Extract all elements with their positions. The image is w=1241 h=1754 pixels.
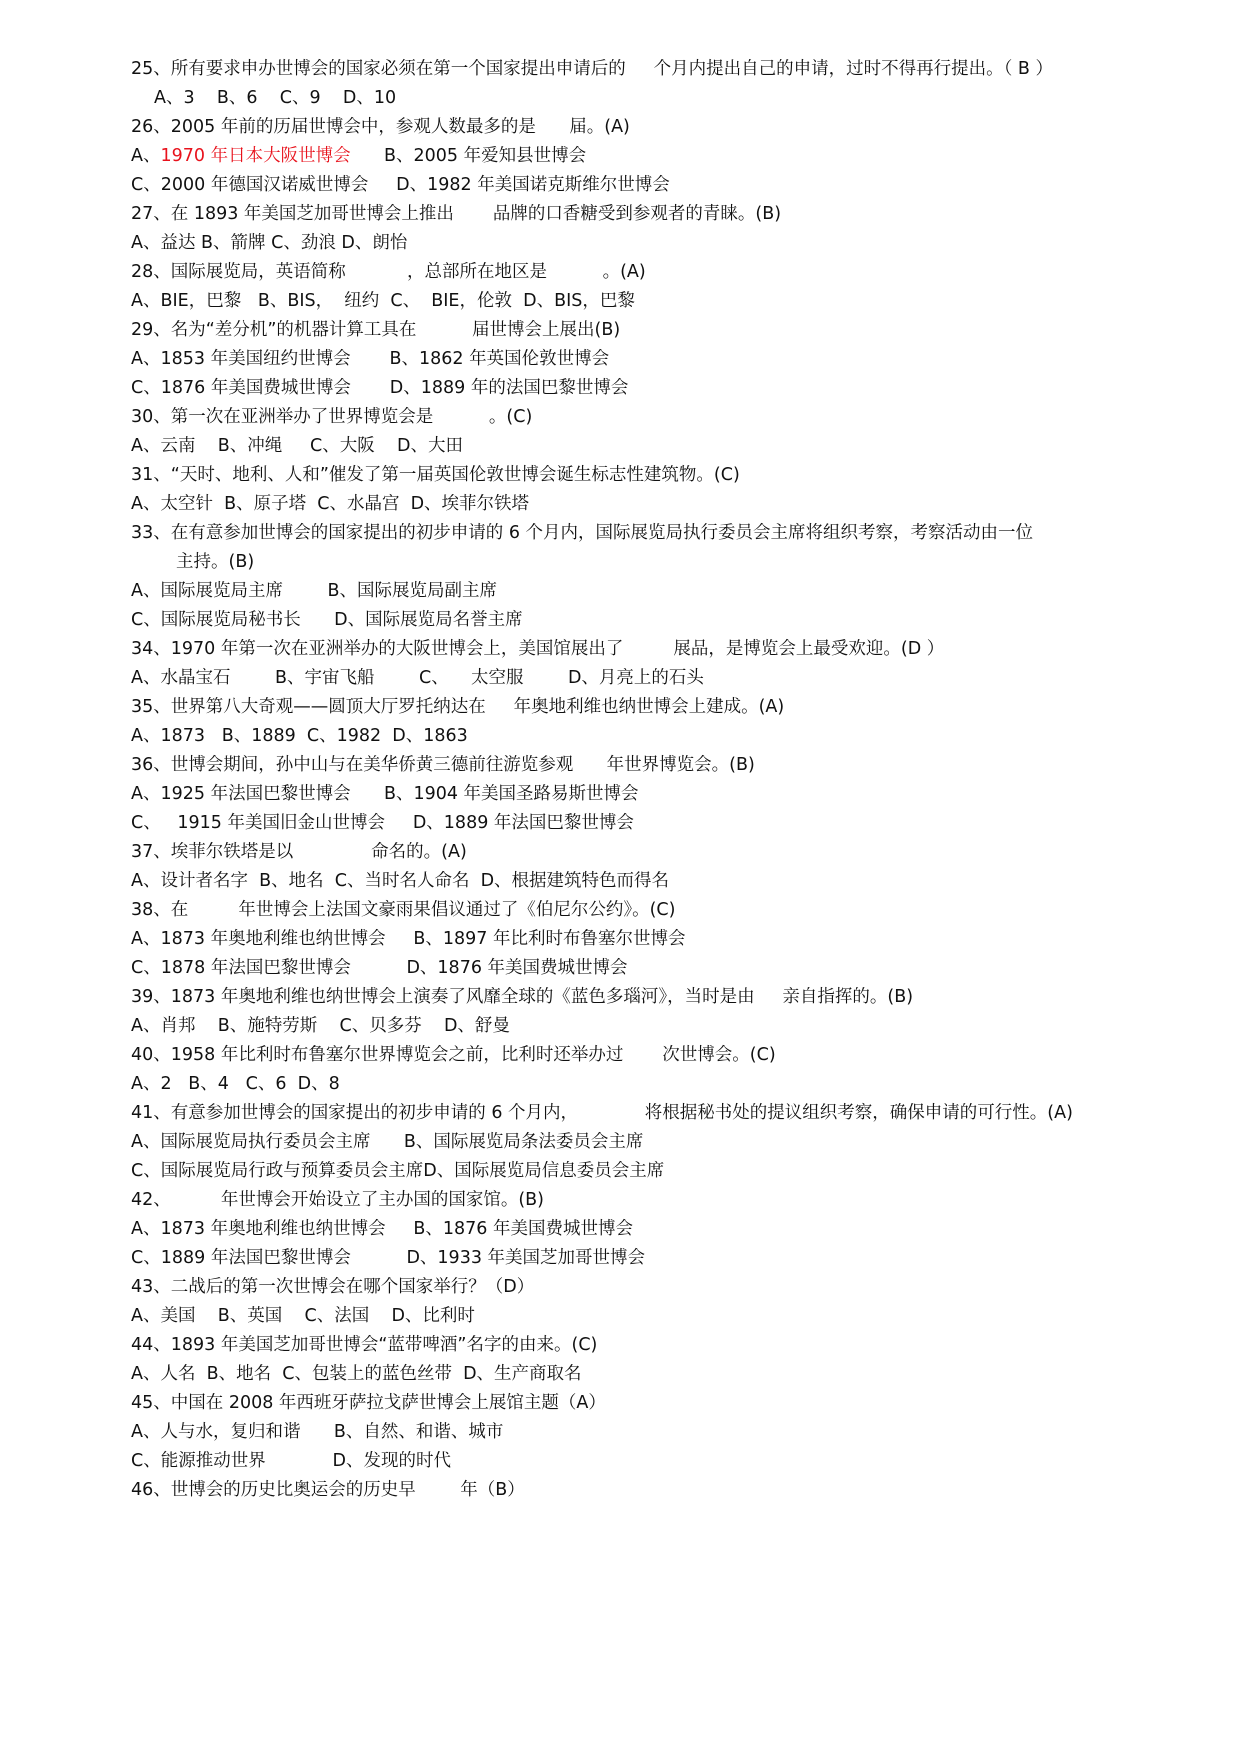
options-36-line-2: C、 1915 年美国旧金山世博会 D、1889 年法国巴黎世博会 (131, 813, 634, 833)
options-26-line-1 (131, 144, 586, 168)
options-27: A、益达 B、箭牌 C、劲浪 D、朗怡 (131, 233, 408, 253)
question-33: 33、在有意参加世博会的国家提出的初步申请的 6 个月内，国际展览局执行委员会主席将组织考察，考察活动由一位 (131, 523, 1034, 543)
options-35: A、1873 B、1889 C、1982 D、1863 (131, 726, 468, 746)
question-38: 38、在 年世博会上法国文豪雨果倡议通过了《伯尼尔公约》。(C) (131, 900, 676, 920)
options-41-line-2: C、国际展览局行政与预算委员会主席D、国际展览局信息委员会主席 (131, 1161, 665, 1181)
question-35: 35、世界第八大奇观——圆顶大厅罗托纳达在 年奥地利维也纳世博会上建成。(A) (131, 697, 785, 717)
options-37: A、设计者名字 B、地名 C、当时名人命名 D、根据建筑特色而得名 (131, 871, 670, 891)
question-30: 30、第一次在亚洲举办了世界博览会是 。(C) (131, 407, 533, 427)
question-43: 43、二战后的第一次世博会在哪个国家举行？（D） (131, 1277, 535, 1297)
options-26-line-2: C、2000 年德国汉诺威世博会 D、1982 年美国诺克斯维尔世博会 (131, 175, 670, 195)
question-39: 39、1873 年奥地利维也纳世博会上演奏了风靡全球的《蓝色多瑙河》，当时是由 亲自指挥的。(B) (131, 987, 914, 1007)
options-31: A、太空针 B、原子塔 C、水晶宫 D、埃菲尔铁塔 (131, 494, 530, 514)
option-rest: B、2005 年爱知县世博会 (350, 146, 587, 166)
question-28: 28、国际展览局，英语简称 ，总部所在地区是 。(A) (131, 262, 646, 282)
options-25: A、3 B、6 C、9 D、10 (154, 88, 397, 108)
options-42-line-1: A、1873 年奥地利维也纳世博会 B、1876 年美国费城世博会 (131, 1219, 633, 1239)
question-25: 25、所有要求申办世博会的国家必须在第一个国家提出申请后的 个月内提出自己的申请，过时不得再行提出。（ B ） (131, 59, 1053, 79)
options-45-line-1: A、人与水，复归和谐 B、自然、和谐、城市 (131, 1422, 504, 1442)
question-26: 26、2005 年前的历届世博会中，参观人数最多的是 届。(A) (131, 117, 630, 137)
options-28: A、BIE，巴黎 B、BIS， 纽约 C、 BIE，伦敦 D、BIS，巴黎 (131, 291, 635, 311)
question-42: 42、 年世博会开始设立了主办国的国家馆。(B) (131, 1190, 544, 1210)
question-34: 34、1970 年第一次在亚洲举办的大阪世博会上，美国馆展出了 展品，是博览会上最受欢迎。(D ） (131, 639, 945, 659)
question-37: 37、埃菲尔铁塔是以 命名的。(A) (131, 842, 467, 862)
options-42-line-2: C、1889 年法国巴黎世博会 D、1933 年美国芝加哥世博会 (131, 1248, 646, 1268)
options-29-line-1: A、1853 年美国纽约世博会 B、1862 年英国伦敦世博会 (131, 349, 610, 369)
question-44: 44、1893 年美国芝加哥世博会“蓝带啤酒”名字的由来。(C) (131, 1335, 598, 1355)
options-39: A、肖邦 B、施特劳斯 C、贝多芬 D、舒曼 (131, 1016, 510, 1036)
options-40: A、2 B、4 C、6 D、8 (131, 1074, 340, 1094)
options-33-line-2: C、国际展览局秘书长 D、国际展览局名誉主席 (131, 610, 523, 630)
options-43: A、美国 B、英国 C、法国 D、比利时 (131, 1306, 475, 1326)
question-40: 40、1958 年比利时布鲁塞尔世界博览会之前，比利时还举办过 次世博会。(C) (131, 1045, 776, 1065)
options-36-line-1: A、1925 年法国巴黎世博会 B、1904 年美国圣路易斯世博会 (131, 784, 639, 804)
question-27: 27、在 1893 年美国芝加哥世博会上推出 品牌的口香糖受到参观者的青睐。(B) (131, 204, 782, 224)
options-45-line-2: C、能源推动世界 D、发现的时代 (131, 1451, 451, 1471)
highlighted-answer: 1970 年日本大阪世博会 (160, 146, 351, 166)
options-29-line-2: C、1876 年美国费城世博会 D、1889 年的法国巴黎世博会 (131, 378, 629, 398)
question-29: 29、名为“差分机”的机器计算工具在 届世博会上展出(B) (131, 320, 621, 340)
question-46: 46、世博会的历史比奥运会的历史早 年（B） (131, 1480, 525, 1500)
question-36: 36、世博会期间，孙中山与在美华侨黄三德前往游览参观 年世界博览会。(B) (131, 755, 755, 775)
options-30: A、云南 B、冲绳 C、大阪 D、大田 (131, 436, 463, 456)
options-33-line-1: A、国际展览局主席 B、国际展览局副主席 (131, 581, 497, 601)
options-34: A、水晶宝石 B、宇宙飞船 C、 太空服 D、月亮上的石头 (131, 668, 704, 688)
options-38-line-2: C、1878 年法国巴黎世博会 D、1876 年美国费城世博会 (131, 958, 628, 978)
option-prefix: A、 (131, 146, 161, 166)
options-41-line-1: A、国际展览局执行委员会主席 B、国际展览局条法委员会主席 (131, 1132, 644, 1152)
question-45: 45、中国在 2008 年西班牙萨拉戈萨世博会上展馆主题（A） (131, 1393, 606, 1413)
question-31: 31、“天时、地利、人和”催发了第一届英国伦敦世博会诞生标志性建筑物。(C) (131, 465, 740, 485)
question-41: 41、有意参加世博会的国家提出的初步申请的 6 个月内， 将根据秘书处的提议组织考察，确保申请的可行性。(A) (131, 1103, 1073, 1123)
question-33-continued: 主持。(B) (176, 552, 255, 572)
options-38-line-1: A、1873 年奥地利维也纳世博会 B、1897 年比利时布鲁塞尔世博会 (131, 929, 686, 949)
options-44: A、人名 B、地名 C、包装上的蓝色丝带 D、生产商取名 (131, 1364, 582, 1384)
